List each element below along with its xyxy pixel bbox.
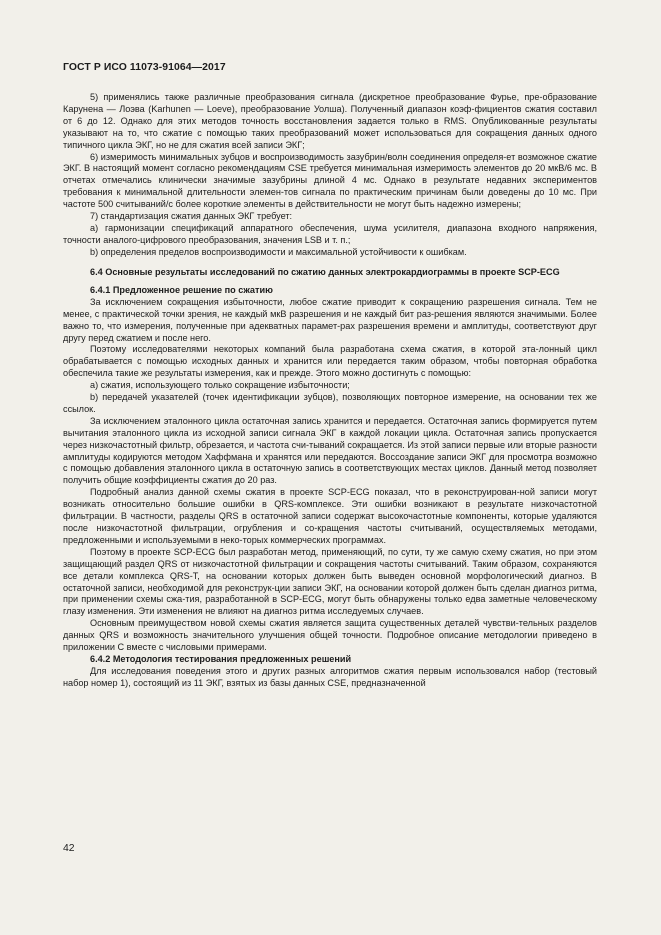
- paragraph: За исключением эталонного цикла остаточная запись хранится и передается. Остаточная запись формируется путем вычитания эталонного цикла из исходной записи сигнала ЭКГ в каждой локации цикла. Остаточная запись пропускается через низкочастотный фильтр, обрезается, и частота счи-тываний сокращается. Из этой записи первые или вторые разности амплитуды кодируются методом Хаффмана и хранятся или передаются. Воссоздание записи ЭКГ для просмотра возможно с помощью добавления эталонного цикла в остаточную запись в соответствующих местах циклов. Данный метод позволяет получить общие коэффициенты сжатия до 20 раз.: [63, 415, 597, 486]
- paragraph: За исключением сокращения избыточности, любое сжатие приводит к сокращению разрешения сигнала. Тем не менее, с практической точки зрения, не каждый мкВ разрешения и не каждый бит раз-решения являются значимыми. Более важно то, что измерения, полученные при адекватных парамет-рах разрешения времени и амплитуды, соответствуют друг другу перед сжатием и после него.: [63, 296, 597, 343]
- page-number: 42: [63, 843, 75, 854]
- subsection-heading-6-4-1: 6.4.1 Предложенное решение по сжатию: [90, 284, 273, 295]
- list-item: b) определения пределов воспроизводимости и максимальной устойчивости к ошибкам.: [90, 246, 467, 257]
- section-heading-6-4: 6.4 Основные результаты исследований по сжатию данных электрокардиограммы в проекте SCP-ECG: [90, 266, 560, 277]
- document-body: [63, 92, 597, 690]
- paragraph: 5) применялись также различные преобразования сигнала (дискретное преобразование Фурье, пре-образование Карунена — Лоэва (Karhunen — Loeve), преобразование Уолша). Полученный диапазон коэф-фициентов сжатия составил от 6 до 12. Однако для этих методов точность восстановления задается только в RMS. Опубликованные результаты указывают на то, что сжатие с помощью таких преобразований может использоваться для сокращения данных одного типичного цикла ЭКГ, но не для сжатия всей записи ЭКГ;: [63, 92, 597, 150]
- list-item: b) передачей указателей (точек идентификации зубцов), позволяющих повторное измерение, на основании тех же ссылок.: [63, 392, 597, 414]
- standard-header: ГОСТ Р ИСО 11073-91064—2017: [63, 62, 226, 73]
- paragraph: Для исследования поведения этого и других разных алгоритмов сжатия первым использовался набор (тестовый набор номер 1), состоящий из 11 ЭКГ, взятых из базы данных CSE, предназначенной: [63, 665, 597, 688]
- paragraph: Подробный анализ данной схемы сжатия в проекте SCP-ECG показал, что в реконструирован-ной записи могут возникать относительно большие ошибки в QRS-комплексе. Эти ошибки возникают в результате низкочастотной фильтрации. В частности, разделы QRS в остаточной записи содержат высокочастотные компоненты, которые удаляются после низкочастотной фильтрации, огрубления и со-кращения частоты считываний, осуществляемых методами, предложенными и используемыми в неко-торых коммерческих программах.: [63, 487, 597, 545]
- list-item: a) гармонизации спецификаций аппаратного обеспечения, шума усилителя, диапазона входного напряжения, точности аналого-цифрового преобразования, значения LSB и т. п.;: [63, 222, 597, 245]
- paragraph: 6) измеримость минимальных зубцов и воспроизводимость зазубрин/волн соединения определя-ет возможное сжатие ЭКГ. В настоящий момент согласно рекомендациям CSE требуется минимальная измеримость элементов до 20 мкВ/6 мс. В отчетах отмечались клинически значимые зазубрины длиной 4 мс. Однако в результате недавних экспериментов требования к минимальной длительности элемен-тов сигнала по практическим причинам были доведены до 10 мс. При частоте 500 считываний/с более короткие элементы в действительности не могут быть надежно измерены;: [63, 151, 597, 210]
- paragraph: 7) стандартизация сжатия данных ЭКГ требует:: [90, 211, 293, 222]
- list-item: a) сжатия, использующего только сокращение избыточности;: [90, 380, 350, 391]
- paragraph: Поэтому в проекте SCP-ECG был разработан метод, применяющий, по сути, ту же самую схему сжатия, но при этом защищающий раздел QRS от низкочастотной фильтрации и сокращения частоты считываний. Таким образом, сохраняются все детали комплекса QRS-T, на основании которых должен быть выведен основной морфологический диагноз. В остаточной записи, необходимой для реконструк-ции записи ЭКГ, на основании которой должен быть сделан диагноз ритма, при применении схемы сжа-тия, разработанной в SCP-ECG, могут быть обнаружены только едва заметные человеческому глазу изменения. Эти изменения не влияют на диагноз ритма исследуемых случаев.: [63, 546, 597, 617]
- paragraph: Основным преимуществом новой схемы сжатия является защита существенных деталей чувстви-тельных разделов данных QRS и возможность значительного улучшения общей точности. Подробное описание методологии приведено в приложении C вместе с числовыми примерами.: [63, 618, 597, 653]
- paragraph: Поэтому исследователями некоторых компаний была разработана схема сжатия, в которой эта-лонный цикл обрабатывается с помощью исходных данных и хранится или передается таким образом, чтобы повторная обработка обеспечила такие же результаты измерения, как и прежде. Этого можно достигнуть с помощью:: [63, 344, 597, 379]
- subsection-heading-6-4-2: 6.4.2 Методология тестирования предложенных решений: [90, 653, 352, 664]
